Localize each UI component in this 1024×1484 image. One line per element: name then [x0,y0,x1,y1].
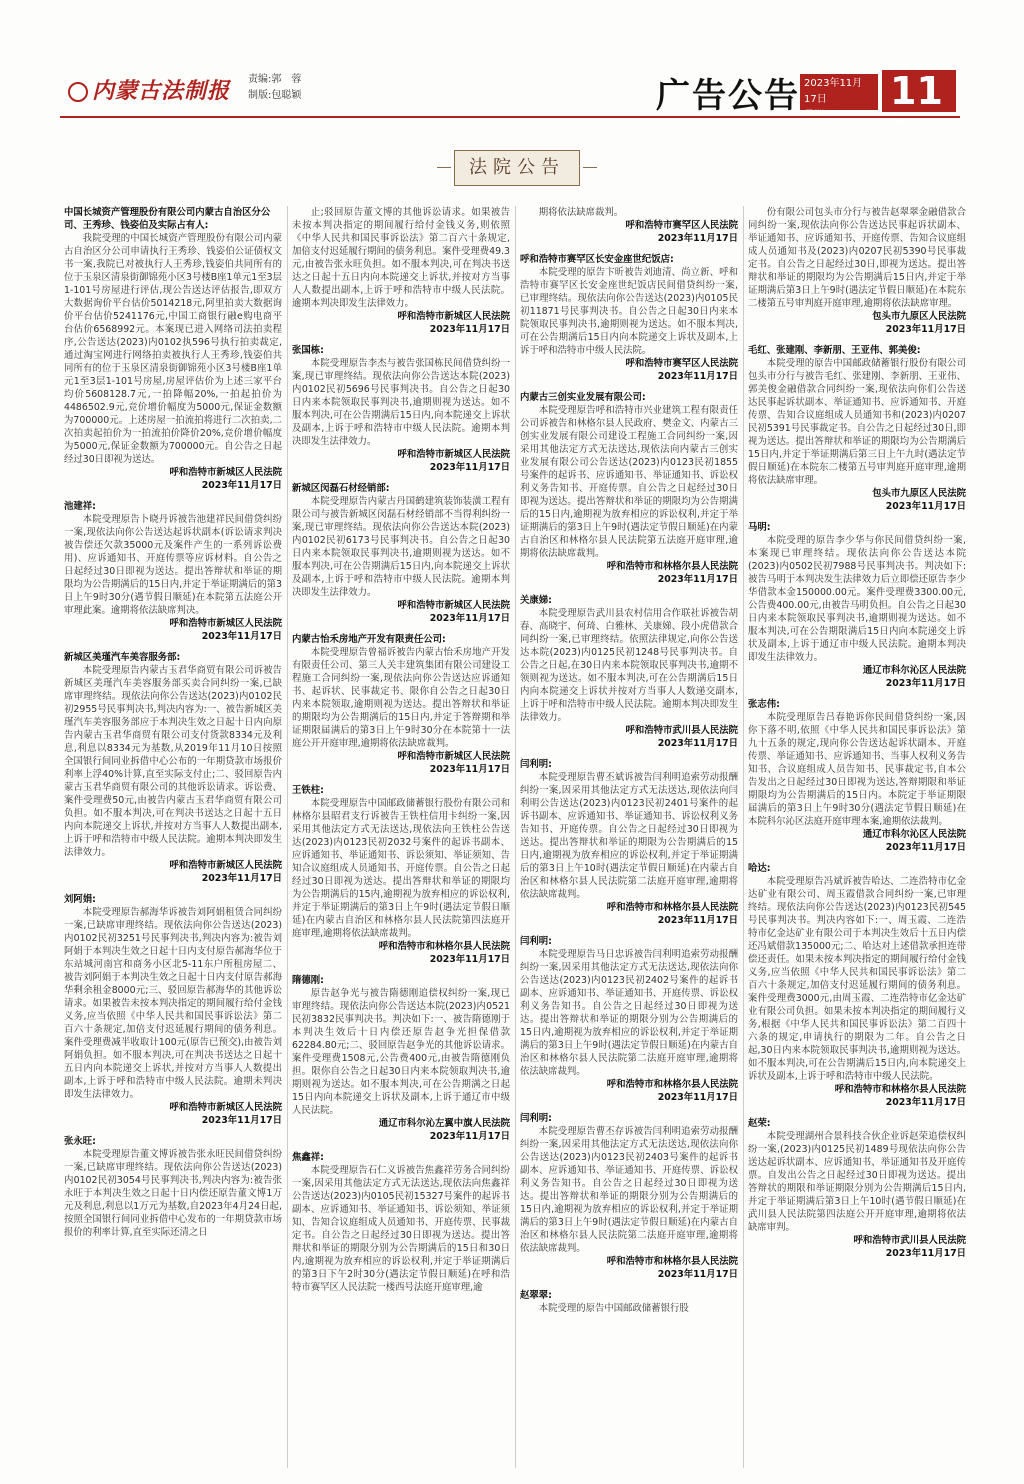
notice-date: 2023年11月17日 [657,233,738,244]
notice-body: 本院受理原告冯斌诉被告哈达、二连浩特市亿金达矿业有限公司、周玉霞借款合同纠纷一案,已审理终结。现依法向你公告送达(2023)内0123民初545号民事判决书。判决内容如下:一、周玉霞、二连浩特市亿金达矿业有限公司于本判决生效后十五日内偿还冯斌借款135000元;二、哈达对上述借款承担连带偿还责任。如果未按本判决指定的期间履行给付金钱义务,应当依照《中华人民共和国民事诉讼法》第二百六十条规定,加倍支付迟延履行期间的债务利息。案件受理费3000元,由周玉霞、二连浩特市亿金达矿业有限公司负担。如果未按本判决指定的期间履行义务,根据《中华人民共和国民事诉讼法》第二百四十六条的规定,申请执行的期限为二年。自公告之日起,30日内来本院领取民事判决书,逾期则视为送达。如不服本判决,可在公告期满后15日内,向本院递交上诉状及副本,上诉于呼和浩特市中级人民法院。 [748,876,966,1082]
notice-addressee: 赵荣: [748,1118,771,1129]
notice-court: 呼和浩特市新城区人民法院 [169,467,282,478]
notice-addressee: 哈达: [748,863,771,874]
notice-body: 本院受理原告曹丕存诉被告闫利明追索劳动报酬纠纷一案,因采用其他法定方式无法送达,现依法向你公告送达(2023)内0123民初2403号案件的起诉书副本、应诉通知书、举证通知书、开庭传票、诉讼权利义务告知书。自公告之日起经过30日即视为送达。提出答辩状和举证的期限分别为公告期满后的15日内,逾期视为放弃相应的诉讼权利,并定于举证期满后的第3日上午9时(遇法定节假日顺延)在内蒙古自治区和林格尔县人民法院第二法庭开庭审理,逾期将依法缺席裁判。 [520,1126,738,1254]
court-notice [520,1112,738,1281]
notice-date: 2023年11月17日 [429,954,510,965]
court-notice [292,633,510,776]
court-notice [520,935,738,1104]
notice-date: 2023年11月17日 [885,501,966,512]
court-notice [748,344,966,513]
notice-court: 呼和浩特市和林格尔县人民法院 [606,1256,738,1267]
notice-date: 2023年11月17日 [885,1248,966,1259]
notice-addressee: 闫利明: [520,1113,552,1124]
notice-court: 呼和浩特市和林格尔县人民法院 [606,1079,738,1090]
notice-addressee: 闫利明: [520,936,552,947]
issue-date-box [800,74,878,121]
section-banner: 法院公告 [454,150,580,186]
notice-court: 呼和浩特市新城区人民法院 [397,449,510,460]
notice-addressee: 赵翠翠: [520,1290,552,1301]
notice-body: 期将依法缺席裁判。 [538,207,624,218]
notice-date: 2023年11月17日 [657,738,738,749]
notice-date: 2023年11月17日 [657,574,738,585]
notice-body: 本院受理原告呼和浩特市兴业建筑工程有限责任公司诉被告和林格尔县人民政府、樊金文、内蒙古三创实业发展有限公司建设工程施工合同纠纷一案,因采用其他法定方式无法送达,现依法向内蒙古三创实业发展有限公司公告送达(2023)内0123民初1855号案件的起诉书、应诉通知书、举证通知书、诉讼权利义务告知书、开庭传票。自公告之日起经过30日即视为送达。提出答辩状和举证的期限均为公告期满后的15日内,逾期视为放弃相应的诉讼权利,并定于举证期满后的第3日上午9时(遇法定节假日顺延)在内蒙古自治区和林格尔县人民法院第五法庭开庭审理,逾期将依法缺席裁判。 [520,405,738,559]
notice-date: 2023年11月17日 [885,324,966,335]
notice-date: 2023年11月17日 [885,1097,966,1108]
notice-body: 本院受理原告曹丕斌诉被告闫利明追索劳动报酬纠纷一案,因采用其他法定方式无法送达,现依法向闫利明公告送达(2023)内0123民初2401号案件的起诉书副本、应诉通知书、举证通知书、诉讼权利义务告知书、开庭传票。自公告之日起经过30日即视为送达。提出答辩状和举证的期限为公告期满后的15日内,逾期视为放弃相应的诉讼权利,并定于举证期满后的第3日上午10时(遇法定节假日顺延)在内蒙古自治区和林格尔县人民法院第二法庭开庭审理,逾期将依法缺席裁判。 [520,772,738,900]
notice-date: 2023年11月17日 [201,873,282,884]
notice-date: 2023年11月17日 [657,1092,738,1103]
notice-body: 本院受理原告内蒙古玉君华商贸有限公司诉被告新城区美瑾汽车美容服务部买卖合同纠纷一案,已缺席审理终结。现依法向你公告送达(2023)内0102民初2955号民事判决书,判决内容为:一、被告新城区美瑾汽车美容服务部应于本判决生效之日起十日内向原告内蒙古玉君华商贸有限公司支付货款8334元及利息,利息以8334元为基数,从2019年11月10日按照全国银行间同业拆借中心公布的一年期贷款市场报价利率上浮40%计算,直至实际支付止;二、驳回原告内蒙古玉君华商贸有限公司的其他诉讼请求。诉讼费、案件受理费50元,由被告内蒙古玉君华商贸有限公司负担。如不服本判决,可在判决书送达之日起十五日内向本院递交上诉状,并按对方当事人人数提出副本,上诉于呼和浩特市中级人民法院。逾期本判决即发生法律效力。 [64,665,282,858]
notice-addressee: 马明: [748,522,771,533]
notice-column-2 [292,206,510,1468]
notice-addressee: 张国栋: [292,345,324,356]
notice-date: 2023年11月17日 [885,678,966,689]
notice-addressee: 新城区美瑾汽车美容服务部: [64,652,181,663]
issue-weekday: 星期五 [804,110,834,121]
notice-body: 本院受理原告马日忠诉被告闫利明追索劳动报酬纠纷一案,因采用其他法定方式无法送达,现依法向你公告送达(2023)内0123民初2402号案件的起诉书副本、应诉通知书、举证通知书、开庭传票、诉讼权利义务告知书。自公告之日起经过30日即视为送达。提出答辩状和举证的期限分别为公告期满后的15日内,逾期视为放弃相应的诉讼权利,并定于举证期满后的第3日上午9时(遇法定节假日顺延)在内蒙古自治区和林格尔县人民法院第二法庭开庭审理,逾期将依法缺席裁判。 [520,949,738,1077]
notice-body: 本院受理原告董文博诉被告张永旺民间借贷纠纷一案,已缺席审理终结。现依法向你公告送达(2023)内0102民初3054号民事判决书,判决内容为:被告张永旺于本判决生效之日起十日内偿还原告董文博1万元及利息,利息以1万元为基数,自2023年4月24日起,按照全国银行间同业拆借中心发布的一年期贷款市场报价的利率计算,直至实际还清之日 [64,1149,282,1238]
court-notice [292,482,510,625]
page-suffix: 版 [892,112,905,126]
court-notice [64,1135,282,1239]
court-notice [292,974,510,1143]
notice-date: 2023年11月17日 [657,915,738,926]
notice-body: 本院受理的原告卞昕被告刘迪清、尚立新、呼和浩特市赛罕区长安金座世纪饭店民间借贷纠纷一案,已审理终结。现依法向你公告送达(2023)内0105民初11871号民事判决书。自公告之日起30日内来本院领取民事判决书,逾期则视为送达。如不服本判决,可在公告期满后15日内向本院递交上诉状及副本,上诉于呼和浩特市中级人民法院。 [520,267,738,356]
masthead [0,0,1024,126]
notice-court: 通辽市科尔沁左翼中旗人民法院 [378,1118,510,1129]
editor-credits [248,72,301,104]
notice-date: 2023年11月17日 [429,613,510,624]
notice-court: 包头市九原区人民法院 [872,311,966,322]
notice-court: 通辽市科尔沁区人民法院 [862,665,966,676]
notice-body: 本院受理原告武川县农村信用合作联社诉被告胡春、高晓宇、何琦、白雅林、关康娣、段小虎借款合同纠纷一案,已审理终结。依照法律规定,向你公告送达本院(2023)内0125民初1248号民事判决书。自公告之日起,在30日内来本院领取民事判决书,逾期不领则视为送达。如不服本判决,可在公告期满后15日内向本院递交上诉状并按对方当事人人数递交副本,上诉于呼和浩特市中级人民法院。逾期本判决即发生法律效力。 [520,608,738,723]
masthead-divider [60,116,960,118]
notice-addressee: 中国长城资产管理股份有限公司内蒙古自治区分公司、王秀珍、钱姿伯及实际占有人: [64,207,271,231]
notice-addressee: 内蒙古三创实业发展有限公司: [520,392,646,403]
notice-court: 呼和浩特市和林格尔县人民法院 [606,561,738,572]
notice-court: 包头市九原区人民法院 [872,488,966,499]
page-number: 11 [890,69,943,113]
notice-date: 2023年11月17日 [429,324,510,335]
notice-addressee: 刘阿娟: [64,894,96,905]
court-notice [64,893,282,1127]
notice-date: 2023年11月17日 [429,1131,510,1142]
notice-court: 呼和浩特市和林格尔县人民法院 [834,1084,966,1095]
notice-addressee: 毛红、张建刚、李新朋、王亚伟、郭美俊: [748,345,921,356]
notice-addressee: 王铁柱: [292,785,324,796]
notice-body: 本院受理原告李杰与被告张国栋民间借贷纠纷一案,现已审理终结。现依法向你公告送达本院(2023)内0102民初5696号民事判决书。自公告之日起30日内来本院领取民事判决书,逾期则视为送达。如不服本判决,可在公告期满后15日内,向本院递交上诉状及副本,上诉于呼和浩特市中级人民法院。逾期本判决即发生法律效力。 [292,358,510,447]
notice-body: 本院受理原告中国邮政储蓄银行股份有限公司和林格尔县昭君支行诉被告王铁柱信用卡纠纷一案,因采用其他法定方式无法送达,现依法向王铁柱公告送达(2023)内0123民初2032号案件的起诉书副本、应诉通知书、举证通知书、诉讼须知、举证须知、告知合议庭组成人员通知书、开庭传票。自公告之日起经过30日即视为送达。提出答辩状和举证的期限均为公告期满后的15内,逾期视为放弃相应的诉讼权利,并定于举证期满后的第3日上午9时(遇法定节假日顺延)在内蒙古自治区和林格尔县人民法院第四法庭开庭审理,逾期将依法缺席裁判。 [292,798,510,939]
notice-addressee: 隋德刚: [292,975,324,986]
newspaper-logo [68,74,230,105]
producer-name: 制版:包聪颖 [248,90,302,101]
court-notice [748,1117,966,1260]
logo-text: 内蒙古法制报 [92,78,231,104]
court-notice [520,758,738,927]
court-notice [520,594,738,750]
notice-court: 呼和浩特市赛罕区人民法院 [625,220,738,231]
notice-addressee: 闫利明: [520,759,552,770]
notice-addressee: 张永旺: [64,1136,96,1147]
notice-body: 原告赵争光与被告隋德刚追偿权纠纷一案,现已审理终结。现依法向你公告送达本院(2023)内0521民初3832民事判决书。判决如下:一、被告隋德刚于本判决生效后十日内偿还原告赵争光担保借款62284.80元;二、驳回原告赵争光的其他诉讼请求。案件受理费1508元,公告费400元,由被告隋德刚负担。限你自公告之日起30日内来本院领取判决书,逾期则视为送达。如不服本判决,可在公告期满之日起15日内向本院递交上诉状及副本,上诉于通辽市中级人民法院。 [292,988,510,1116]
notice-body: 本院受理原告卜晓丹诉被告池建祥民间借贷纠纷一案,现依法向你公告送达起诉状副本(诉讼请求判决被告偿还欠款35000元及案件产生的一系列诉讼费用)、应诉通知书、开庭传票等应诉材料。自公告之日起经过30日即视为送达。提出答辩状和举证的期限均为公告期满后的15日内,并定于举证期满后的第3日上午9时30分(遇节假日顺延)在本院第五法庭公开审理此案。逾期将依法缺席判决。 [64,514,282,616]
notice-body: 本院受理原告内蒙古丹国鹤建筑装饰装潢工程有限公司与被告新城区闵磊石材经销部不当得利纠纷一案,现已审理终结。现依法向你公告送达本院(2023)内0102民初6173号民事判决书。自公告之日起30日内来本院领取民事判决书,逾期则视为送达。如不服本判决,可在公告期满后15日内,向本院递交上诉状及副本,上诉于呼和浩特市中级人民法院。逾期本判决即发生法律效力。 [292,496,510,598]
court-notice [64,206,282,492]
court-notice [64,500,282,643]
notice-date: 2023年11月17日 [885,842,966,853]
court-notice [748,862,966,1109]
court-notice [520,253,738,383]
court-notice [748,206,966,336]
notice-date: 2023年11月17日 [201,631,282,642]
notice-court: 呼和浩特市新城区人民法院 [397,600,510,611]
notice-body: 本院受理原告曾福诉被告内蒙古怡禾房地产开发有限责任公司、第三人关丰建筑集团有限公司建设工程施工合同纠纷一案,现依法向你公告送达应诉通知书、起诉状、民事裁定书、限你自公告之日起30日内来本院领取,逾期则视为送达。提出答辩状和举证的期限均为公告期满后的15日内,并定于答辩期和举证期限届满后的第3日上午9时30分在本院第十一法庭公开开庭审理,逾期将依法缺席裁判。 [292,647,510,749]
notice-court: 呼和浩特市新城区人民法院 [397,311,510,322]
editor-name: 责编:郭 蓉 [248,74,302,85]
notice-court: 呼和浩特市新城区人民法院 [397,751,510,762]
notice-body: 我院受理的中国长城资产管理股份有限公司内蒙古自治区分公司申请执行王秀珍、钱姿伯公证债权文书一案,我院已对被执行人王秀珍,钱姿伯共同所有的位于玉泉区清泉街御锦苑小区3号楼B座1单元1至3层1-101号房屋进行评估,现公告送达评估报告,即双方大数据询价平台估价5014218元,阿里拍卖大数据询价平台估价5241176元,中国工商银行融e购电商平台估价6568992元。本案现已进入网络司法拍卖程序,公告送达(2023)内0102执596号执行拍卖裁定,通过淘宝网进行网络拍卖被执行人王秀珍,钱姿伯共同所有的位于玉泉区清泉街御锦苑小区3号楼B座1单元1至3层1-101号房屋,房屋评估价为上述三家平台均价5608128.7元,一拍降幅20%,一拍起拍价为4486502.9元,竞价增价幅度为5000元,保证金数额为700000元。上述房屋一拍流拍将进行二次拍卖,二次拍卖起拍价为一拍流拍价降价20%,竞价增价幅度为5000元,保证金数额为700000元。自公告之日起经过30日即视为送达。 [64,233,282,465]
notice-body: 止;驳回原告董文博的其他诉讼请求。如果被告未按本判决指定的期间履行给付金钱义务,则依照《中华人民共和国民事诉讼法》第二百六十条规定,加倍支付迟延履行期间的债务利息。案件受理费49.3元,由被告张永旺负担。如不服本判决,可在判决书送达之日起十五日内向本院递交上诉状,并按对方当事人人数提出副本,上诉于呼和浩特市中级人民法院。逾期本判决即发生法律效力。 [292,207,510,309]
court-notice [64,651,282,885]
notice-column-3 [520,206,738,1468]
notice-court: 呼和浩特市新城区人民法院 [169,860,282,871]
notice-court: 呼和浩特市和林格尔县人民法院 [606,902,738,913]
notice-court: 通辽市科尔沁区人民法院 [862,829,966,840]
notice-date: 2023年11月17日 [657,1269,738,1280]
column-divider [287,206,288,1468]
column-divider [515,206,516,1468]
notice-court: 呼和浩特市新城区人民法院 [169,618,282,629]
notice-addressee: 关康娣: [520,595,552,606]
page-number-box [882,69,956,126]
notice-body: 本院受理原告石仁义诉被告焦鑫祥劳务合同纠纷一案,因采用其他法定方式无法送达,现依法向焦鑫祥公告送达(2023)内0105民初15327号案件的起诉书副本、应诉通知书、举证通知书、诉讼须知、举证须知、告知合议庭组成人员通知书、开庭传票、民事裁定书。自公告之日起经过30日即视为送达。提出答辩状和举证的期限分别为公告期满后的15日和30日内,逾期视为放弃相应的诉讼权利,并定于举证期满后的第3日下午2时30分(遇法定节假日顺延)在呼和浩特市赛罕区人民法院一楼西号法庭开庭审理,逾 [292,1165,510,1293]
notice-addressee: 池建祥: [64,501,96,512]
notice-addressee: 新城区闵磊石材经销部: [292,483,390,494]
notice-date: 2023年11月17日 [657,371,738,382]
notice-date: 2023年11月17日 [429,764,510,775]
notice-addressee: 焦鑫祥: [292,1152,324,1163]
notice-addressee: 张志伟: [748,699,780,710]
court-notice [292,344,510,474]
notice-body: 份有限公司包头市分行与被告赵翠翠金融借款合同纠纷一案,现依法向你公告送达民事起诉状副本、举证通知书、应诉通知书、开庭传票、告知合议庭组成人员通知书及(2023)内0207民初5390号民事裁定书。自公告之日起经过30日,即视为送达。提出答辩状和举证的期限均为公告期满后15日内,并定于举证期满后第3日上午9时(遇法定节假日顺延)在本院东二楼第五号审判庭开庭审理,逾期将依法缺席审理。 [748,207,966,309]
notice-column-1 [64,206,282,1468]
notice-court: 呼和浩特市赛罕区人民法院 [625,358,738,369]
notice-court: 呼和浩特市武川县人民法院 [853,1235,966,1246]
court-notice [520,391,738,586]
notice-column-4 [748,206,966,1468]
notice-date: 2023年11月17日 [201,480,282,491]
court-notice [748,521,966,690]
notice-court: 呼和浩特市武川县人民法院 [625,725,738,736]
notice-date: 2023年11月17日 [429,462,510,473]
court-notice [520,206,738,245]
notice-court: 呼和浩特市和林格尔县人民法院 [378,941,510,952]
notice-body: 本院受理湖州合景科技合伙企业诉赵荣追偿权纠纷一案,(2023)内0125民初1489号现依法向你公告送达起诉状副本、应诉通知书、举证通知书及开庭传票。自发出公告之日起经过30日即视为送达。提出答辩状的期限和举证期限分别为公告期满后15日内,并定于举证期满后第3日上午10时(遇节假日顺延)在武川县人民法院第四法庭公开开庭审理,逾期将依法缺席审判。 [748,1131,966,1233]
notice-body: 本院受理原告吕春艳诉你民间借贷纠纷一案,因你下落不明,依照《中华人民共和国民事诉讼法》第九十五条的规定,现向你公告送达起诉状副本、开庭传票、举证通知书、应诉通知书、当事人权利义务告知书、合议庭组成人员告知书、民事裁定书,自本公告发出之日起经过30日即视为送达,答辩期限和举证期限均为公告期满后的15日内。本院定于举证期限届满后的第3日上午9时30分(遇法定节假日顺延)在本院科尔沁区法庭开庭审理本案,逾期依法裁判。 [748,712,966,827]
notice-body: 本院受理的原告中国邮政储蓄银行股 [538,1303,689,1314]
notice-addressee: 内蒙古怡禾房地产开发有限责任公司: [292,634,446,645]
notice-body: 本院受理的原告中国邮政储蓄银行股份有限公司包头市分行与被告毛红、张建刚、李新朋、王亚伟、郭美俊金融借款合同纠纷一案,现依法向你们公告送达民事起诉状副本、举证通知书、应诉通知书、开庭传票、告知合议庭组成人员通知书和(2023)内0207民初5391号民事裁定书。自公告之日起经过30日,即视为送达。提出答辩状和举证的期限均为公告期满后15日内,并定于举证期满后第三日上午九时(遇法定节假日顺延)在本院东二楼第五号审判庭开庭审理,逾期将依法缺席审理。 [748,358,966,486]
notice-body: 本院受理的原告李少华与你民间借贷纠纷一案,本案现已审理终结。现依法向你公告送达本院(2023)内0502民初7988号民事判决书。判决如下:被告马明于本判决发生法律效力后立即偿还原告李少华借款本金150000.00元。案件受理费3300.00元,公告费400.00元,由被告马明负担。自公告之日起30日内来本院领取民事判决书,逾期则视为送达。如不服本判决,可在公告期限满后15日内向本院递交上诉状及副本,上诉于通辽市中级人民法院。逾期本判决即发生法律效力。 [748,535,966,663]
notice-addressee: 呼和浩特市赛罕区长安金座世纪饭店: [520,254,674,265]
court-notice [748,698,966,854]
issue-date: 2023年11月17日 [804,78,863,105]
court-notice [520,1289,738,1315]
notice-date: 2023年11月17日 [201,1115,282,1126]
column-divider [743,206,744,1468]
notice-court: 呼和浩特市新城区人民法院 [169,1102,282,1113]
section-title: 广告公告 [656,76,800,116]
notice-body: 本院受理原告郝海华诉被告刘阿娟租赁合同纠纷一案,已缺席审理终结。现依法向你公告送达(2023)内0102民初3251号民事判决书,判决内容为:被告刘阿娟于本判决生效之日起十日内支付原告郝海华位于东站城河南宫和商务小区北5-11东户所租房屋二、被告刘阿娟于本判决生效之日起十日内支付原告郝海华剩余租金8000元;三、驳回原告郝海华的其他诉讼请求。如果被告未按本判决指定的期间履行给付金钱义务,应当依照《中华人民共和国民事诉讼法》第二百六十条规定,加倍支付迟延履行期间的债务利息。案件受理费减半收取计100元(原告已预交),由被告刘阿娟负担。如不服本判决,可在判决书送达之日起十五日内向本院递交上诉状,并按对方当事人人数提出副本,上诉于呼和浩特市中级人民法院。逾期未判决即发生法律效力。 [64,907,282,1100]
logo-emblem-icon [68,82,88,102]
court-notice [292,1151,510,1294]
court-notice [292,206,510,336]
court-notice [292,784,510,966]
